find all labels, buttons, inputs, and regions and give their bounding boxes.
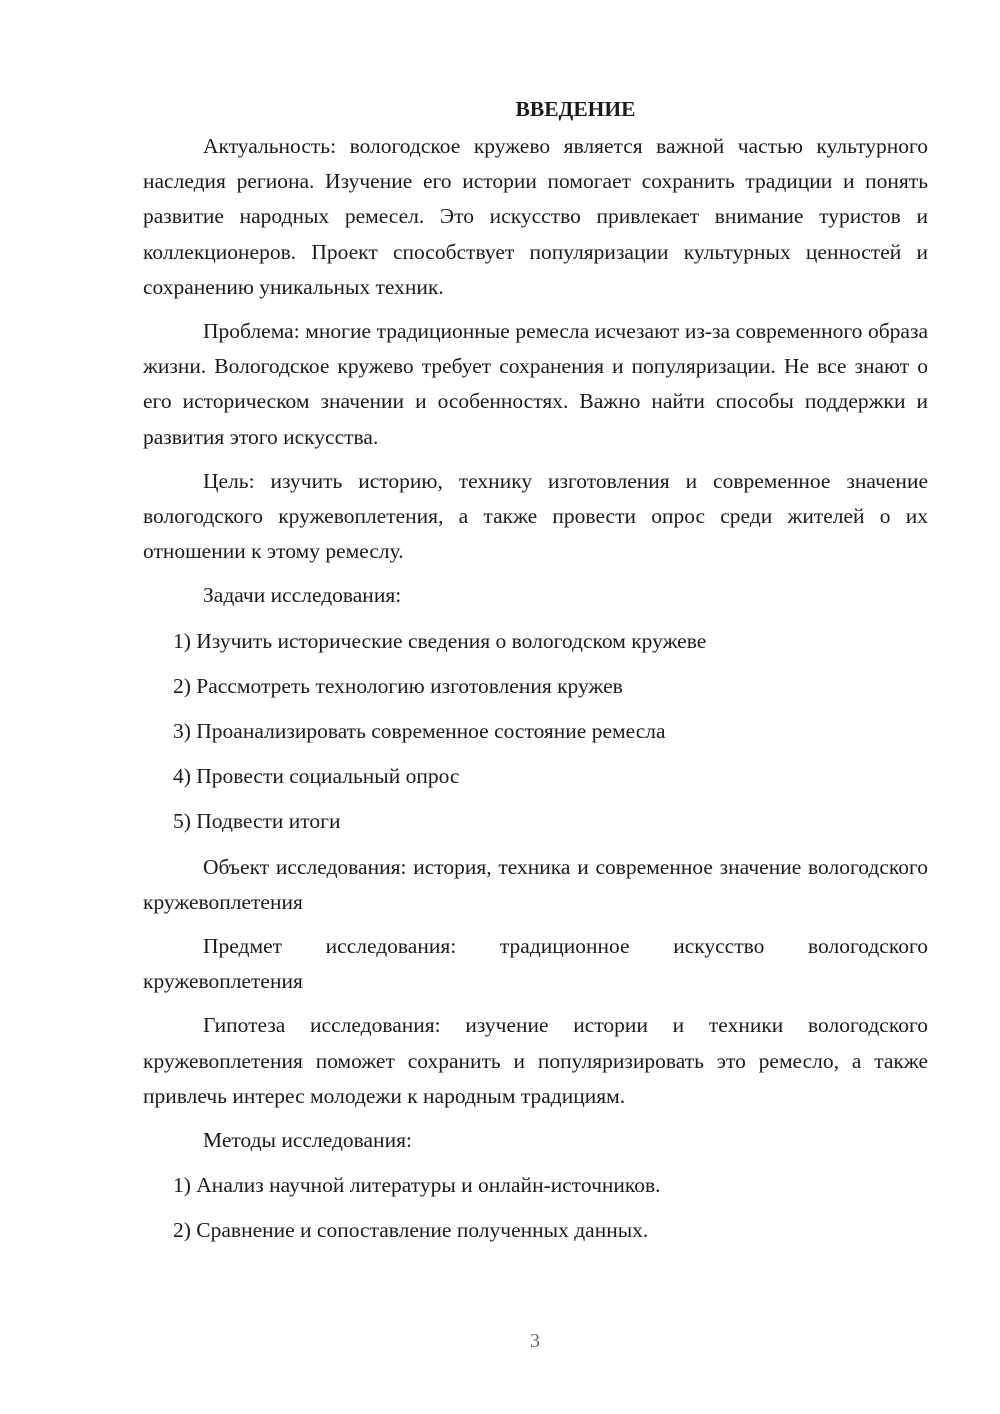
tasks-heading: Задачи исследования: [203,583,402,608]
methods-heading: Методы исследования: [203,1128,412,1153]
method-item: 1) Анализ научной литературы и онлайн-источников. [173,1173,661,1198]
task-item: 5) Подвести итоги [173,809,341,834]
paragraph-subject: Предмет исследования: традиционное искусство вологодского кружевоплетения [143,934,928,994]
paragraph-goal: Цель: изучить историю, технику изготовления и современное значение вологодского кружевоплетения, а также провести опрос среди жителей о их отношении к этому ремеслу. [143,468,928,564]
paragraph-object: Объект исследования: история, техника и современное значение вологодского кружевоплетения [143,854,928,914]
section-title: ВВЕДЕНИЕ [515,97,636,121]
task-item: 3) Проанализировать современное состояние ремесла [173,719,666,744]
document-page [143,92,928,1259]
page-number: 3 [530,1330,540,1352]
task-item: 1) Изучить исторические сведения о вологодском кружеве [173,628,707,653]
paragraph-relevance: Актуальность: вологодское кружево является важной частью культурного наследия региона. Изучение его истории помогает сохранить традиции и понять развитие народных ремесел. Это искусство привлекает внимание туристов и коллекционеров. Проект способствует популяризации культурных ценностей и сохранению уникальных техник. [143,134,928,299]
method-item: 2) Сравнение и сопоставление полученных данных. [173,1218,649,1243]
task-item: 4) Провести социальный опрос [173,764,460,789]
paragraph-hypothesis: Гипотеза исследования: изучение истории и техники вологодского кружевоплетения поможет сохранить и популяризировать это ремесло, а также привлечь интерес молодежи к народным традициям. [143,1013,928,1108]
paragraph-problem: Проблема: многие традиционные ремесла исчезают из-за современного образа жизни. Вологодское кружево требует сохранения и популяризации. Не все знают о его историческом значении и особенностях. Важно найти способы поддержки и развития этого искусства. [143,319,928,449]
task-item: 2) Рассмотреть технологию изготовления кружев [173,673,623,698]
